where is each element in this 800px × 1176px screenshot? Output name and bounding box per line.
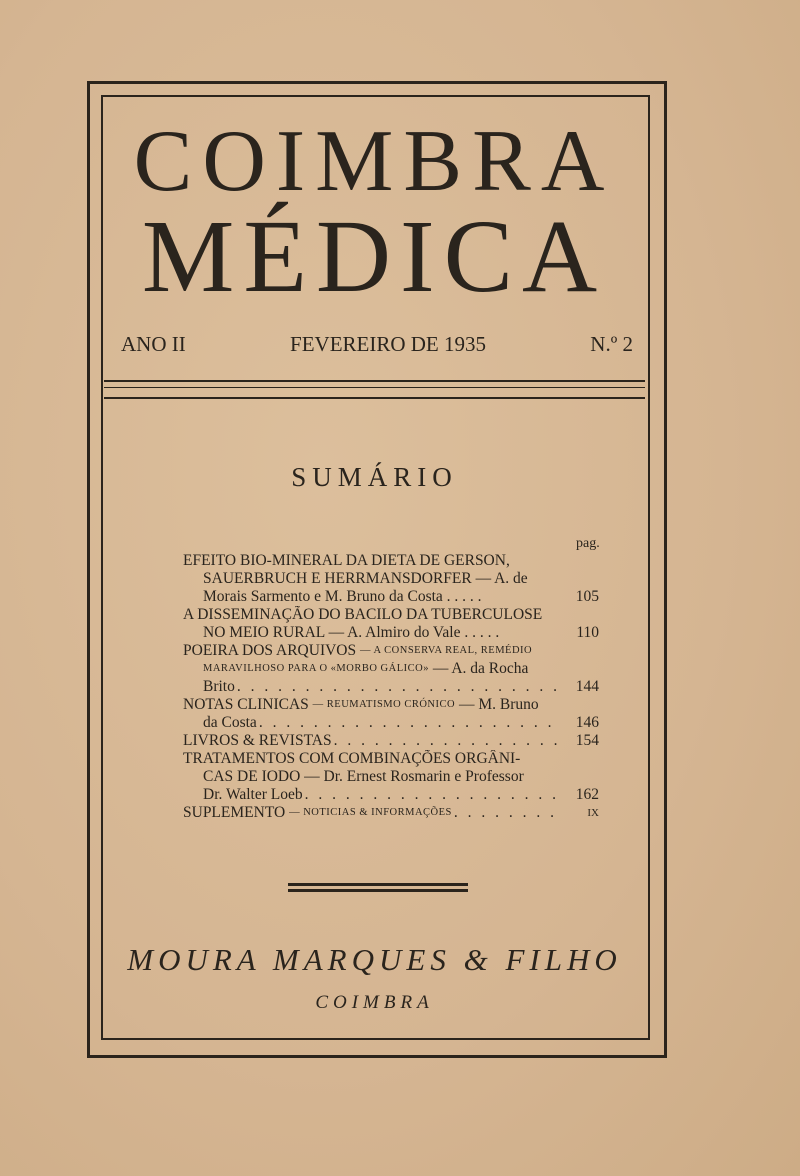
toc-line: da Costa . . . 146 (183, 714, 599, 732)
issue-year: ANO II (121, 332, 186, 356)
toc-line: EFEITO BIO-MINERAL DA DIETA DE GERSON, (183, 552, 510, 569)
toc-line: POEIRA DOS ARQUIVOS — A CONSERVA REAL, REMÉDIO (183, 642, 533, 659)
toc-page: 146 (575, 714, 599, 731)
toc-page: IX (587, 807, 599, 819)
header-rule-2 (104, 387, 645, 388)
issue-info (121, 332, 633, 357)
toc-line: CAS DE IODO — Dr. Ernest Rosmarin e Professor (203, 768, 524, 785)
toc-line: TRATAMENTOS COM COMBINAÇÕES ORGÂNI- (183, 750, 521, 767)
toc-line: A DISSEMINAÇÃO DO BACILO DA TUBERCULOSE (183, 606, 543, 623)
page-column-header: pag. (576, 536, 600, 551)
toc-page: 162 (575, 786, 599, 803)
toc-line: NO MEIO RURAL — A. Almiro do Vale . . . . . 110 (203, 624, 599, 641)
toc-line: Morais Sarmento e M. Bruno da Costa . . . . . 105 (203, 588, 599, 605)
ornamental-double-rule (288, 883, 468, 892)
toc-page: 144 (575, 678, 599, 695)
toc-line: SAUERBRUCH E HERRMANSDORFER — A. de (203, 570, 528, 587)
header-rule-1 (104, 380, 645, 382)
toc-line: Brito . . . 144 (183, 678, 599, 696)
toc-line: MARAVILHOSO PARA O «MORBO GÁLICO» — A. da Rocha (203, 660, 529, 677)
summary-heading: SUMÁRIO (291, 462, 458, 492)
toc-page: 154 (575, 732, 599, 749)
issue-number: N.º 2 (590, 332, 633, 356)
masthead-line-1: COIMBRA (133, 113, 615, 210)
toc-page: 110 (576, 624, 599, 641)
issue-date: FEVEREIRO DE 1935 (290, 332, 487, 356)
masthead-line-2: MÉDICA (141, 199, 607, 314)
toc-line: Dr. Walter Loeb . . . 162 (183, 786, 599, 804)
toc-line: LIVROS & REVISTAS . . . 154 (183, 732, 599, 750)
publisher-city: COIMBRA (315, 992, 434, 1013)
table-of-contents (183, 552, 599, 822)
publisher-name: MOURA MARQUES & FILHO (127, 942, 622, 977)
header-rule-3 (104, 397, 645, 399)
toc-line: SUPLEMENTO — NOTICIAS & INFORMAÇÕES . . . IX (183, 804, 599, 822)
toc-page: 105 (575, 588, 599, 605)
toc-line: NOTAS CLINICAS — REUMATISMO CRÓNICO — M. Bruno (183, 696, 539, 713)
